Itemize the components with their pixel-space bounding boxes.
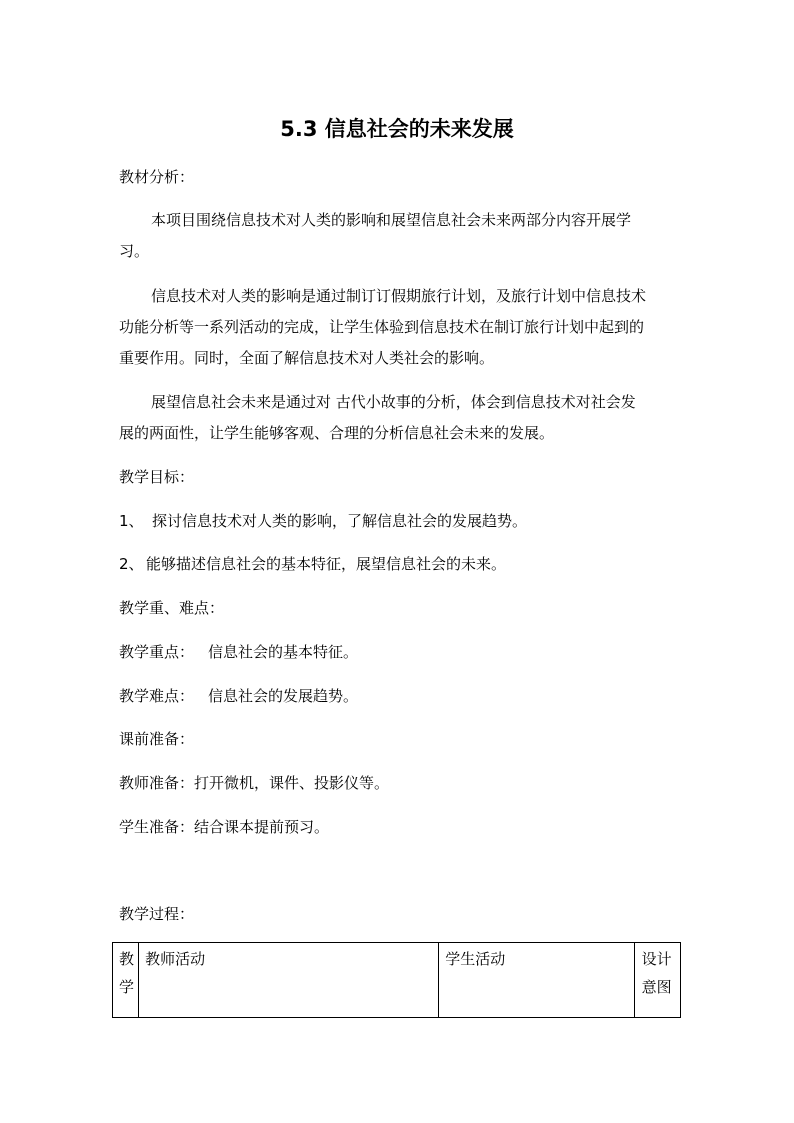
analysis-paragraph-1-line-2: 习。 [119,242,150,260]
teaching-process-table [112,942,681,1018]
teacher-preparation: 教师准备：打开微机，课件、投影仪等。 [119,774,390,792]
key-point-label: 教学重点： [119,643,195,661]
table-header-row [113,943,681,1018]
key-point-text: 信息社会的基本特征。 [208,643,359,661]
analysis-paragraph-3-line-1: 展望信息社会未来是通过对 古代小故事的分析，体会到信息技术对社会发 [151,393,636,411]
difficult-point-label: 教学难点： [119,687,195,705]
section-heading-analysis: 教材分析： [119,168,195,186]
analysis-paragraph-2-line-1: 信息技术对人类的影响是通过制订订假期旅行计划，及旅行计划中信息技术 [151,287,647,305]
table-cell-student-activity: 学生活动 [439,943,634,1018]
section-heading-goals: 教学目标： [119,468,195,486]
analysis-paragraph-2-line-3: 重要作用。同时，全面了解信息技术对人类社会的影响。 [119,349,495,367]
analysis-paragraph-2-line-2: 功能分析等一系列活动的完成，让学生体验到信息技术在制订旅行计划中起到的 [119,318,645,336]
table-cell-teaching-line-2: 学 [119,978,135,996]
table-cell-teaching-line-1: 教 [119,950,135,968]
section-heading-process: 教学过程： [119,905,195,923]
document-title: 5.3 信息社会的未来发展 [280,117,514,141]
table-cell-design-intent-line-2: 意图 [641,978,672,996]
table-cell-design-intent [634,943,680,1018]
table-cell-teacher-activity: 教师活动 [139,943,439,1018]
table-cell-design-intent-line-1: 设计 [641,950,672,968]
student-preparation: 学生准备：结合课本提前预习。 [119,818,330,836]
analysis-paragraph-1-line-1: 本项目围绕信息技术对人类的影响和展望信息社会未来两部分内容开展学 [151,211,632,229]
section-heading-key-points: 教学重、难点： [119,599,225,617]
table-cell-teaching [113,943,139,1018]
goal-item-2-text: 能够描述信息社会的基本特征，展望信息社会的未来。 [146,555,507,573]
difficult-point-text: 信息社会的发展趋势。 [208,687,359,705]
goal-item-1-text: 探讨信息技术对人类的影响，了解信息社会的发展趋势。 [152,512,528,530]
section-heading-preparation: 课前准备： [119,730,195,748]
goal-item-1-number: 1、 [119,512,144,530]
goal-item-2-number: 2、 [119,555,144,573]
analysis-paragraph-3-line-2: 展的两面性，让学生能够客观、合理的分析信息社会未来的发展。 [119,424,555,442]
